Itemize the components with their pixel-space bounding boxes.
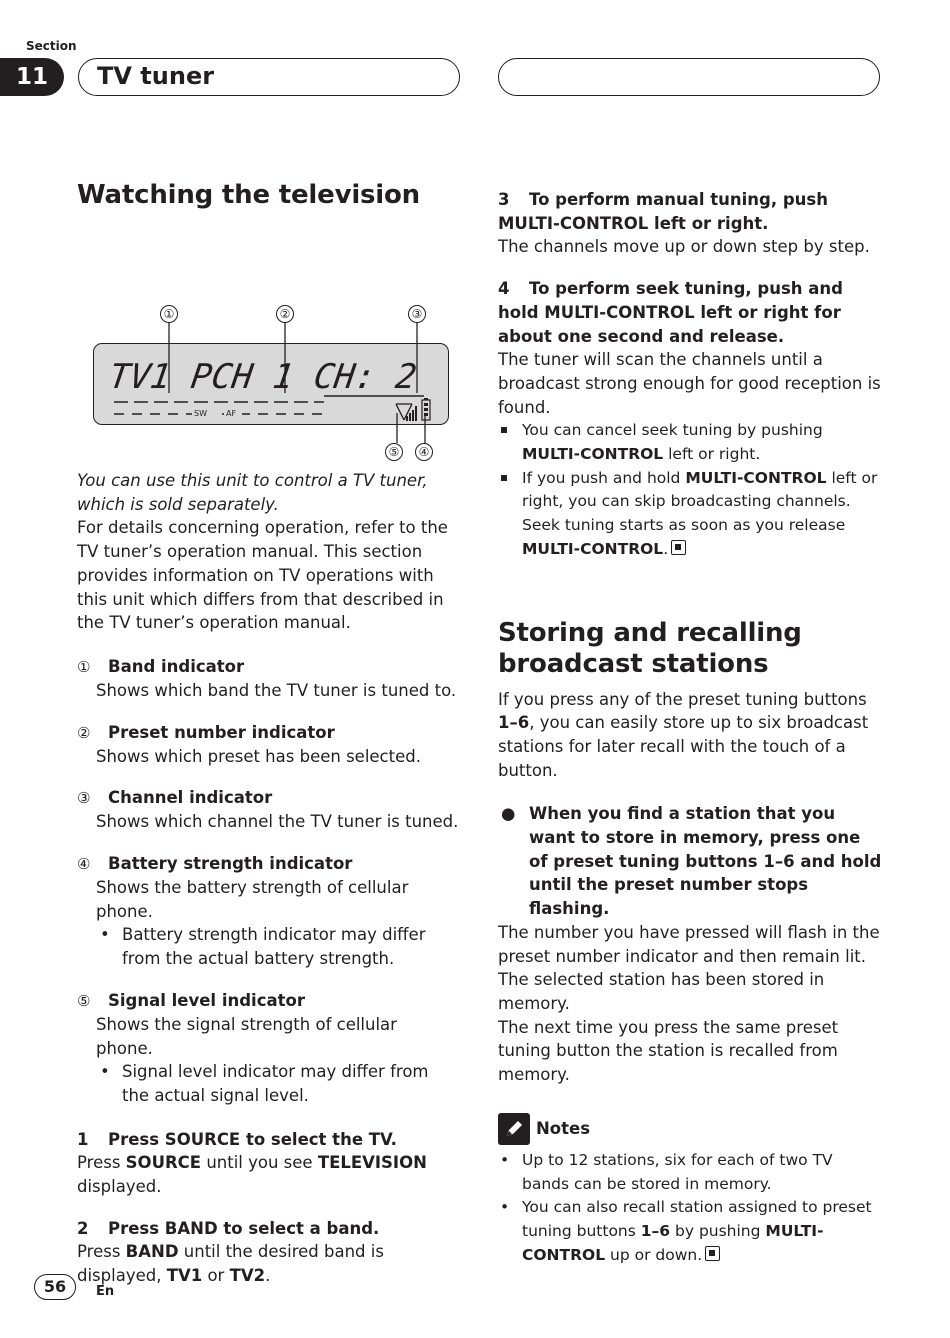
callout-2: ②	[276, 305, 294, 323]
battery-icon	[422, 398, 430, 420]
end-mark-icon	[705, 1246, 720, 1261]
section-number-badge: 11	[0, 58, 64, 96]
list-item: • Signal level indicator may differ from the actual signal level.	[96, 1060, 459, 1107]
callout-3: ③	[408, 305, 426, 323]
indicator-signal: ⑤ Signal level indicator Shows the signal strength of cellular phone. • Signal level indicator may differ from the actual signal level.	[77, 989, 459, 1108]
lcd-af-label: AF	[226, 409, 237, 418]
indicator-title: Preset number indicator	[108, 722, 335, 742]
indicator-title: Band indicator	[108, 656, 245, 676]
step-2: 2 Press BAND to select a band. Press BAND until the desired band is displayed, TV1 or TV2.	[77, 1218, 384, 1286]
notes-title: Notes	[536, 1119, 591, 1139]
notes-list	[498, 1149, 883, 1268]
store-intro: If you press any of the preset tuning buttons 1–6, you can easily store up to six broadcast stations for later recall with the touch of a button.	[498, 689, 869, 780]
step-1: 1 Press SOURCE to select the TV. Press SOURCE until you see TELEVISION displayed.	[77, 1129, 427, 1197]
callout-5: ⑤	[385, 443, 403, 461]
right-column	[498, 188, 883, 1267]
intro-italic: You can use this unit to control a TV tuner, which is sold separately.	[77, 471, 428, 514]
bullet-icon: ●	[501, 804, 516, 824]
list-item: • You can also recall station assigned to preset tuning buttons 1–6 by pushing MULTI-CONTROL up or down.	[498, 1196, 883, 1267]
indicator-title: Channel indicator	[108, 788, 273, 808]
indicator-preset: ② Preset number indicator Shows which preset has been selected.	[77, 721, 459, 769]
section-right-box	[498, 58, 880, 96]
heading-storing: Storing and recalling broadcast stations	[498, 617, 802, 679]
step-3: 3 To perform manual tuning, push MULTI-CONTROL left or right. The channels move up or down step by step.	[498, 190, 870, 257]
callout-1: ①	[160, 305, 178, 323]
list-item: You can cancel seek tuning by pushing MULTI-CONTROL left or right.	[498, 419, 883, 466]
list-item: • Battery strength indicator may differ from the actual battery strength.	[96, 923, 459, 970]
indicator-desc: Shows which preset has been selected.	[96, 746, 421, 766]
indicator-band: ① Band indicator Shows which band the TV tuner is tuned to.	[77, 655, 459, 703]
lcd-graphic	[94, 344, 450, 426]
language-label: En	[96, 1284, 115, 1299]
callout-4: ④	[415, 443, 433, 461]
indicator-desc: Shows which band the TV tuner is tuned to.	[96, 680, 457, 700]
indicator-desc: Shows which channel the TV tuner is tuned.	[96, 812, 459, 832]
indicator-battery: ④ Battery strength indicator Shows the battery strength of cellular phone. • Battery strength indicator may differ from the actual battery strength.	[77, 852, 459, 971]
list-item: If you push and hold MULTI-CONTROL left or right, you can skip broadcasting channels. Seek tuning starts as soon as you release MULTI-CONTROL.	[498, 467, 883, 562]
signal-icon	[396, 404, 417, 421]
indicator-title: Battery strength indicator	[108, 854, 353, 874]
display-figure	[77, 231, 459, 459]
indicator-title: Signal level indicator	[108, 990, 305, 1010]
lcd-sw-label: SW	[194, 409, 207, 418]
notes-header	[498, 1113, 883, 1145]
indicator-desc: Shows the battery strength of cellular phone.	[96, 878, 409, 921]
indicator-desc: Shows the signal strength of cellular phone.	[96, 1014, 397, 1058]
section-label: Section	[26, 39, 77, 53]
section-title: TV tuner	[78, 58, 460, 96]
heading-watching-tv: Watching the television	[77, 180, 420, 210]
lcd-display	[93, 343, 449, 425]
intro-text: For details concerning operation, refer to the TV tuner’s operation manual. This section provides information on TV operations with this unit which differs from that described in the TV tuner’s operation manual.	[77, 518, 448, 633]
list-item: • Up to 12 stations, six for each of two TV bands can be stored in memory.	[498, 1149, 883, 1196]
indicator-channel: ③ Channel indicator Shows which channel the TV tuner is tuned.	[77, 786, 459, 834]
end-mark-icon	[671, 540, 686, 555]
left-column	[77, 180, 459, 1288]
step-4: 4 To perform seek tuning, push and hold MULTI-CONTROL left or right for about one second and release. The tuner will scan the channels until a broadcast strong enough for good reception is found. You can cancel seek tuning by pushing MULTI-CONTROL left or right. If you push and hold MULTI-CONTROL left or right, you can skip broadcasting channels. Seek tuning starts as soon as you release MULTI-CONTROL.	[498, 277, 883, 561]
store-instruction: ● When you find a station that you want to store in memory, press one of preset tuning buttons 1–6 and hold until the preset number stops flashing. The number you have pressed will flash in the preset number indicator and then remain lit. The selected station has been stored in memory. The next time you press the same preset tuning button the station is recalled from memory.	[498, 804, 882, 1085]
lcd-main-text: TV1 PCH 1 CH: 2	[106, 357, 420, 397]
pencil-icon	[498, 1113, 530, 1145]
page-number: 56	[34, 1274, 76, 1300]
